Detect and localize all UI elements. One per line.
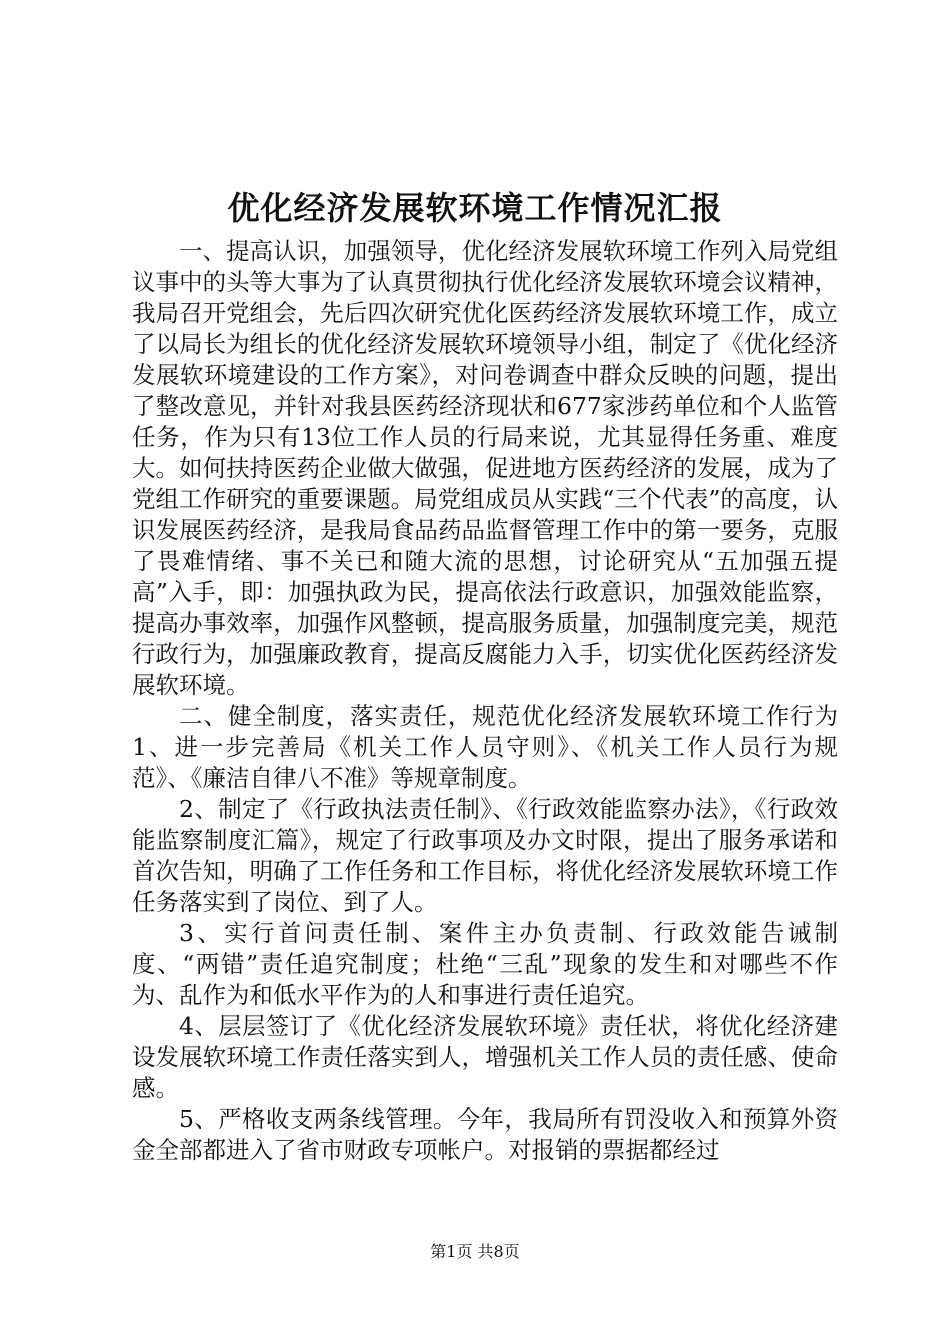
page-number-footer: 第1页 共8页: [430, 1242, 520, 1261]
paragraph-5: 4、层层签订了《优化经济发展软环境》责任状，将优化经济建设发展软环境工作责任落实到人，增强机关工作人员的责任感、使命感。: [132, 1012, 838, 1102]
paragraph-2: 二、健全制度，落实责任，规范优化经济发展软环境工作行为 1、进一步完善局《机关工作人员守则》、《机关工作人员行为规范》、《廉洁自律八不准》等规章制度。: [132, 702, 838, 792]
paragraph-1: 一、提高认识，加强领导，优化经济发展软环境工作列入局党组议事中的头等大事为了认真贯彻执行优化经济发展软环境会议精神，我局召开党组会，先后四次研究优化医药经济发展软环境工作，成立了以局长为组长的优化经济发展软环境领导小组，制定了《优化经济发展软环境建设的工作方案》，对问卷调查中群众反映的问题，提出了整改意见，并针对我县医药经济现状和677家涉药单位和个人监管任务，作为只有13位工作人员的行局来说，尤其显得任务重、难度大。如何扶持医药企业做大做强，促进地方医药经济的发展，成为了党组工作研究的重要课题。局党组成员从实践“三个代表”的高度，认识发展医药经济，是我局食品药品监督管理工作中的第一要务，克服了畏难情绪、事不关已和随大流的思想，讨论研究从“五加强五提高”入手，即：加强执政为民，提高依法行政意识，加强效能监察，提高办事效率，加强作风整顿，提高服务质量，加强制度完美，规范行政行为，加强廉政教育，提高反腐能力入手，切实优化医药经济发展软环境。: [132, 237, 838, 699]
paragraph-6: 5、严格收支两条线管理。今年，我局所有罚没收入和预算外资金全部都进入了省市财政专项帐户。对报销的票据都经过: [132, 1105, 838, 1164]
paragraph-4: 3、实行首问责任制、案件主办负责制、行政效能告诫制度、“两错”责任追究制度；杜绝“三乱”现象的发生和对哪些不作为、乱作为和低水平作为的人和事进行责任追究。: [132, 919, 838, 1009]
document-body: [132, 236, 838, 1166]
document-title: 优化经济发展软环境工作情况汇报: [227, 189, 723, 227]
paragraph-3: 2、制定了《行政执法责任制》、《行政效能监察办法》，《行政效能监察制度汇篇》，规定了行政事项及办文时限，提出了服务承诺和首次告知，明确了工作任务和工作目标，将优化经济发展软环境工作任务落实到了岗位、到了人。: [132, 795, 838, 916]
